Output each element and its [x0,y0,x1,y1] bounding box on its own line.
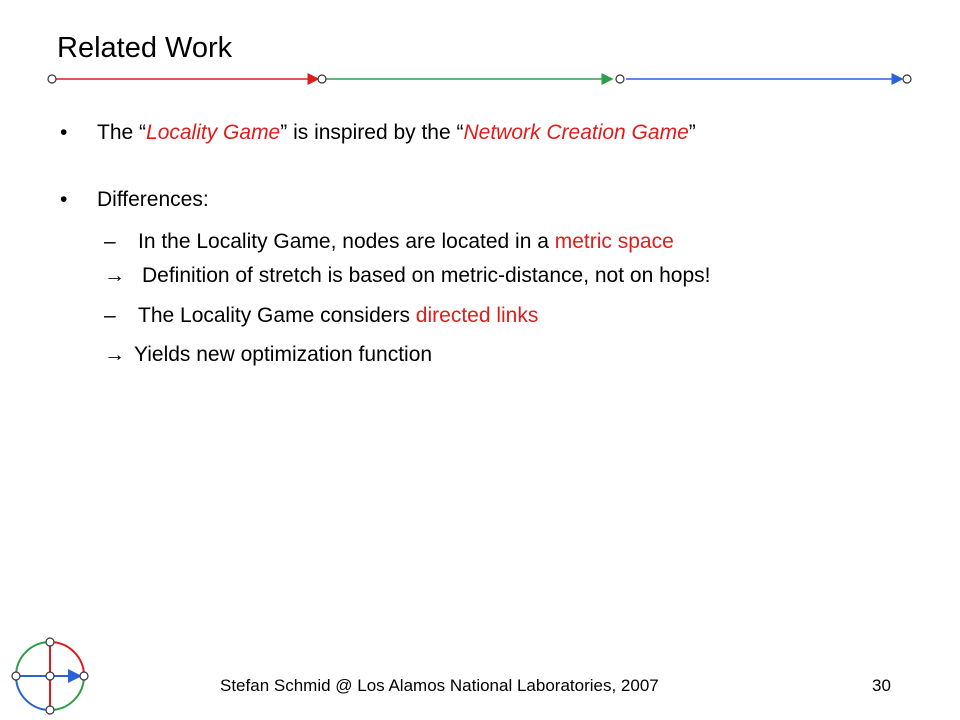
bullet-text: The “Locality Game” is inspired by the “Network Creation Game” [97,121,696,144]
locality-game-term: Locality Game [146,121,281,144]
slide-title: Related Work [57,32,233,64]
dash-marker: – [104,304,116,327]
sub-item-text: Definition of stretch is based on metric-distance, not on hops! [142,264,711,287]
logo-graph-icon [0,0,120,720]
title-rule-graph-icon [0,0,960,100]
arrow-right-icon: → [104,264,125,287]
network-creation-game-term: Network Creation Game [463,121,689,144]
metric-space-term: metric space [554,230,674,253]
sub-item-text: Yields new optimization function [134,343,433,366]
bullet-dot: • [60,188,68,211]
sub-item-text: In the Locality Game, nodes are located in a metric space [138,230,674,253]
rule-node [903,75,911,83]
rule-node [616,75,624,83]
directed-links-term: directed links [415,304,539,327]
sub-item-text: The Locality Game considers directed links [138,304,539,327]
bullet-dot: • [60,121,68,144]
dash-marker: – [104,230,116,253]
rule-node [318,75,326,83]
bullet-text: Differences: [97,188,209,211]
page-number: 30 [872,676,891,695]
arrow-right-icon: → [104,343,125,366]
footer-credit: Stefan Schmid @ Los Alamos National Laboratories, 2007 [220,676,659,695]
